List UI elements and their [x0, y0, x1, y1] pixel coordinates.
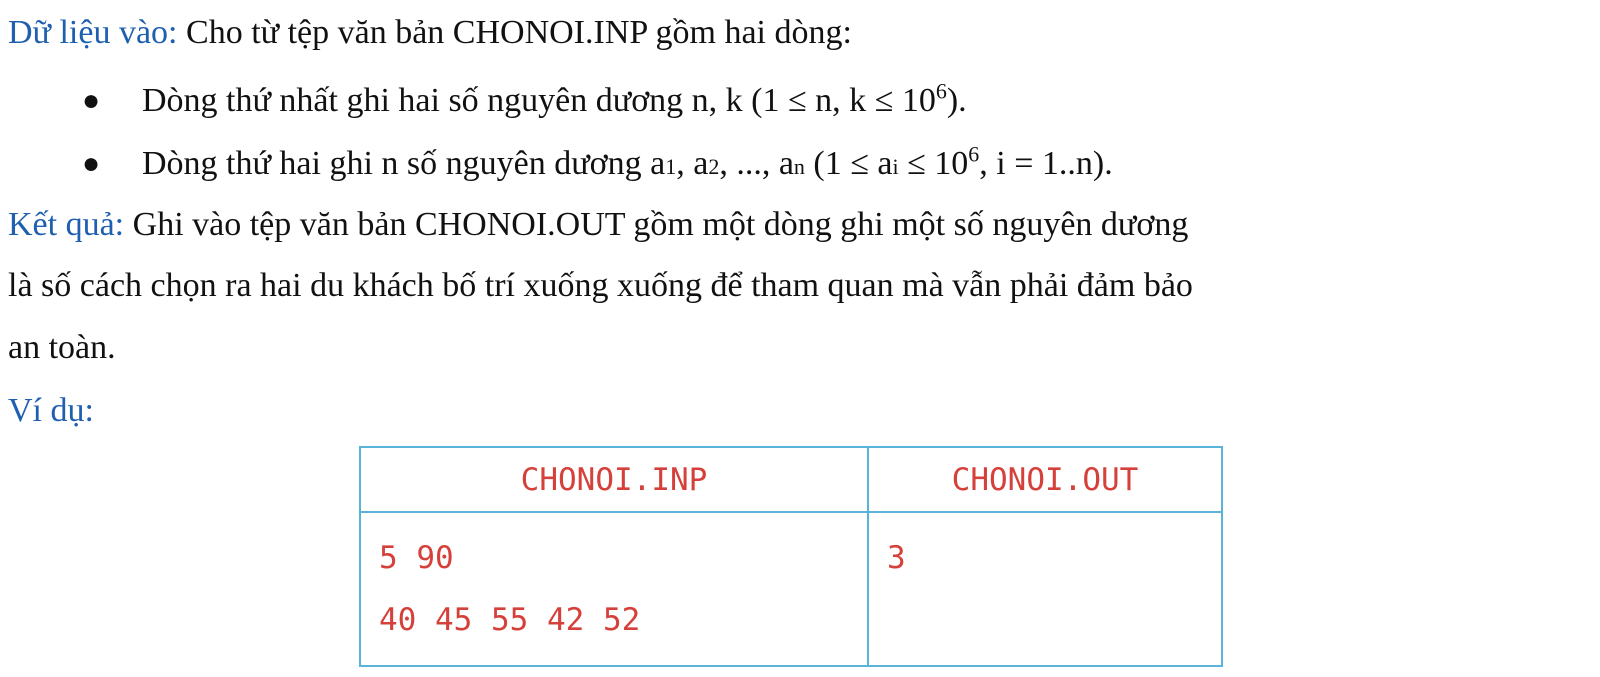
output-heading-line [8, 204, 1188, 246]
input-line-1: 5 90 [379, 540, 454, 576]
output-description-line-3: an toàn. [8, 329, 116, 366]
output-description-line-2: là số cách chọn ra hai du khách bố trí xuống xuống để tham quan mà vẫn phải đảm bảo [8, 267, 1193, 304]
input-line-2: 40 45 55 42 52 [379, 602, 641, 638]
output-description: Ghi vào tệp văn bản CHONOI.OUT gồm một dòng ghi một số nguyên dương [124, 206, 1189, 243]
output-line-1: 3 [887, 540, 906, 576]
input-description: Cho từ tệp văn bản CHONOI.INP gồm hai dòng: [177, 14, 852, 51]
example-label: Ví dụ: [8, 392, 94, 429]
output-label: Kết quả: [8, 206, 125, 243]
input-bullet-2: ● Dòng thứ hai ghi n số nguyên dương a1, a2, ..., an (1 ≤ ai ≤ $10^6$, i = 1..n). [82, 143, 1113, 188]
table-row [360, 512, 1222, 666]
bullet-icon: ● [82, 147, 101, 180]
input-label: Dữ liệu vào: [8, 14, 178, 51]
output-file-header: CHONOI.OUT [868, 447, 1222, 512]
input-heading-line [8, 12, 852, 54]
table-header-row [360, 447, 1222, 512]
input-file-header: CHONOI.INP [360, 447, 868, 512]
bullet-icon: ● [82, 84, 101, 117]
example-table [359, 446, 1223, 667]
input-file-content [360, 512, 868, 666]
output-file-content [868, 512, 1222, 666]
input-bullet-1: ● Dòng thứ nhất ghi hai số nguyên dương n, k (1 ≤ n, $k \le 10^6$). [82, 80, 967, 122]
